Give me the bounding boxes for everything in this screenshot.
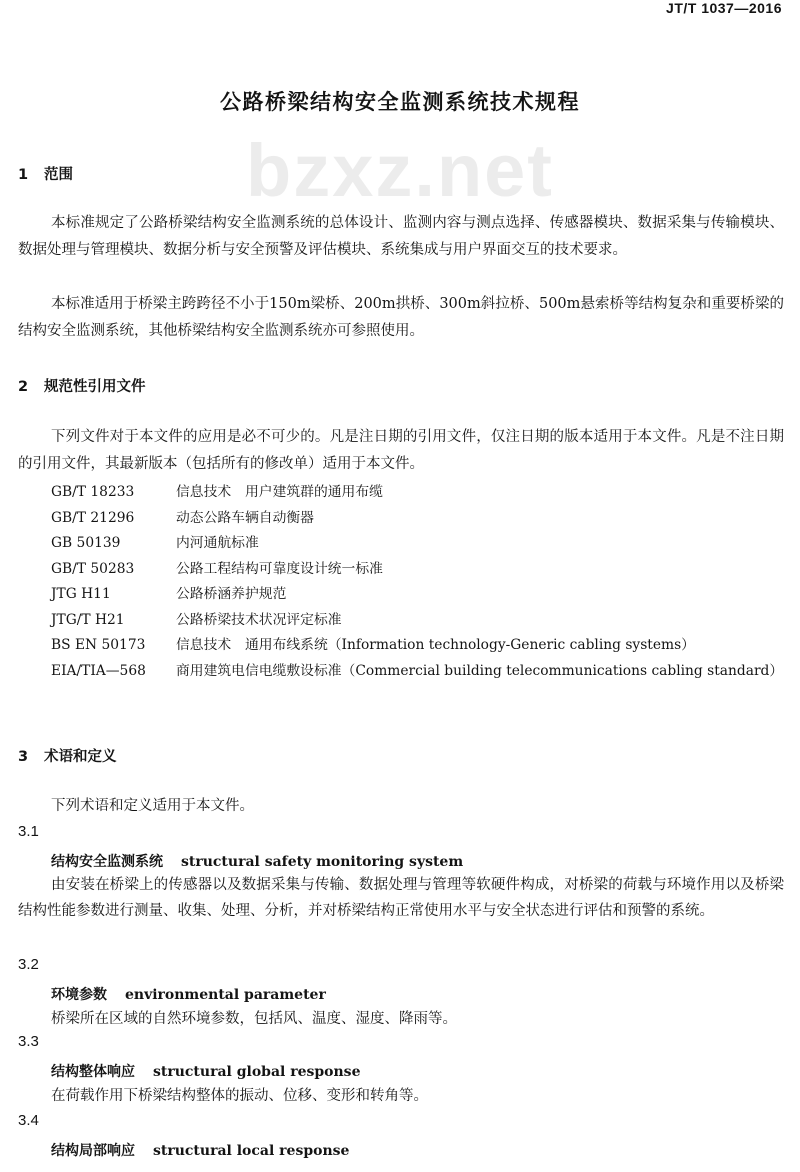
watermark: bzxz.net bbox=[246, 129, 554, 212]
section-title: 范围 bbox=[44, 167, 73, 183]
reference-item bbox=[51, 659, 784, 685]
paragraph: 本标准适用于桥梁主跨跨径不小于150m梁桥、200m拱桥、300m斜拉桥、500m悬索桥等结构复杂和重要桥梁的结构安全监测系统，其他桥梁结构安全监测系统亦可参照使用。 bbox=[18, 296, 784, 339]
reference-code: GB 50139 bbox=[51, 535, 121, 551]
reference-title: 公路桥涵养护规范 bbox=[176, 586, 287, 602]
clause-number: 3.1 bbox=[18, 823, 39, 840]
reference-item bbox=[51, 480, 784, 506]
term-heading bbox=[51, 851, 463, 871]
reference-title: 商用建筑电信电缆敷设标准（Commercial building telecommunications cabling standard） bbox=[176, 662, 784, 679]
clause-number: 3.2 bbox=[18, 956, 39, 973]
term-definition: 由安装在桥梁上的传感器以及数据采集与传输、数据处理与管理等软硬件构成，对桥梁的荷载与环境作用以及桥梁结构性能参数进行测量、收集、处理、分析，并对桥梁结构正常使用水平与安全状态进行评估和预警的系统。 bbox=[18, 877, 784, 919]
reference-title: 信息技术 用户建筑群的通用布缆 bbox=[176, 484, 383, 500]
term-definition: 桥梁所在区域的自然环境参数，包括风、温度、湿度、降雨等。 bbox=[51, 1011, 457, 1027]
term-heading bbox=[51, 984, 326, 1004]
section-number: 3 bbox=[18, 749, 29, 765]
term-en: structural safety monitoring system bbox=[181, 854, 464, 870]
term-zh: 结构安全监测系统 bbox=[51, 854, 163, 870]
term-en: environmental parameter bbox=[125, 987, 326, 1003]
reference-item bbox=[51, 582, 784, 608]
reference-code: JTG/T H21 bbox=[51, 611, 125, 628]
clause-number: 3.3 bbox=[18, 1033, 39, 1050]
reference-code: GB/T 50283 bbox=[51, 560, 135, 577]
reference-code: GB/T 21296 bbox=[51, 509, 135, 526]
page-title: 公路桥梁结构安全监测系统技术规程 bbox=[220, 90, 580, 114]
reference-item bbox=[51, 608, 784, 634]
section-number: 2 bbox=[18, 379, 29, 395]
term-definition: 在荷载作用下桥梁结构整体的振动、位移、变形和转角等。 bbox=[51, 1088, 428, 1104]
reference-title: 信息技术 通用布线系统（Information technology-Generic cabling systems） bbox=[176, 637, 695, 653]
paragraph: 下列文件对于本文件的应用是必不可少的。凡是注日期的引用文件，仅注日期的版本适用于本文件。凡是不注日期的引用文件，其最新版本（包括所有的修改单）适用于本文件。 bbox=[18, 429, 784, 472]
paragraph: 本标准规定了公路桥梁结构安全监测系统的总体设计、监测内容与测点选择、传感器模块、数据采集与传输模块、数据处理与管理模块、数据分析与安全预警及评估模块、系统集成与用户界面交互的技术要求。 bbox=[18, 215, 784, 258]
reference-code: BS EN 50173 bbox=[51, 637, 146, 653]
reference-code: JTG H11 bbox=[51, 586, 111, 602]
clause-number: 3.4 bbox=[18, 1112, 39, 1129]
term-zh: 结构局部响应 bbox=[51, 1143, 135, 1159]
section-heading-terms bbox=[18, 745, 117, 766]
section-title: 规范性引用文件 bbox=[44, 379, 146, 395]
reference-title: 公路桥梁技术状况评定标准 bbox=[176, 611, 342, 628]
reference-title: 动态公路车辆自动衡器 bbox=[176, 509, 314, 526]
reference-item bbox=[51, 633, 784, 659]
reference-code: EIA/TIA—568 bbox=[51, 662, 146, 679]
standard-code: JT/T 1037—2016 bbox=[666, 0, 782, 16]
reference-item bbox=[51, 531, 784, 557]
reference-code: GB/T 18233 bbox=[51, 484, 135, 500]
reference-title: 公路工程结构可靠度设计统一标准 bbox=[176, 560, 383, 577]
section-heading-normative-references bbox=[18, 375, 146, 396]
section-number: 1 bbox=[18, 167, 29, 183]
reference-item bbox=[51, 506, 784, 532]
term-heading bbox=[51, 1140, 349, 1160]
term-en: structural global response bbox=[153, 1064, 361, 1080]
term-zh: 结构整体响应 bbox=[51, 1064, 135, 1080]
paragraph: 下列术语和定义适用于本文件。 bbox=[51, 798, 254, 814]
section-title: 术语和定义 bbox=[44, 749, 117, 765]
term-en: structural local response bbox=[153, 1143, 350, 1159]
reference-item bbox=[51, 557, 784, 583]
reference-title: 内河通航标准 bbox=[176, 535, 259, 551]
term-zh: 环境参数 bbox=[51, 987, 107, 1003]
section-heading-scope bbox=[18, 163, 73, 184]
reference-list bbox=[51, 480, 784, 684]
term-heading bbox=[51, 1061, 360, 1081]
